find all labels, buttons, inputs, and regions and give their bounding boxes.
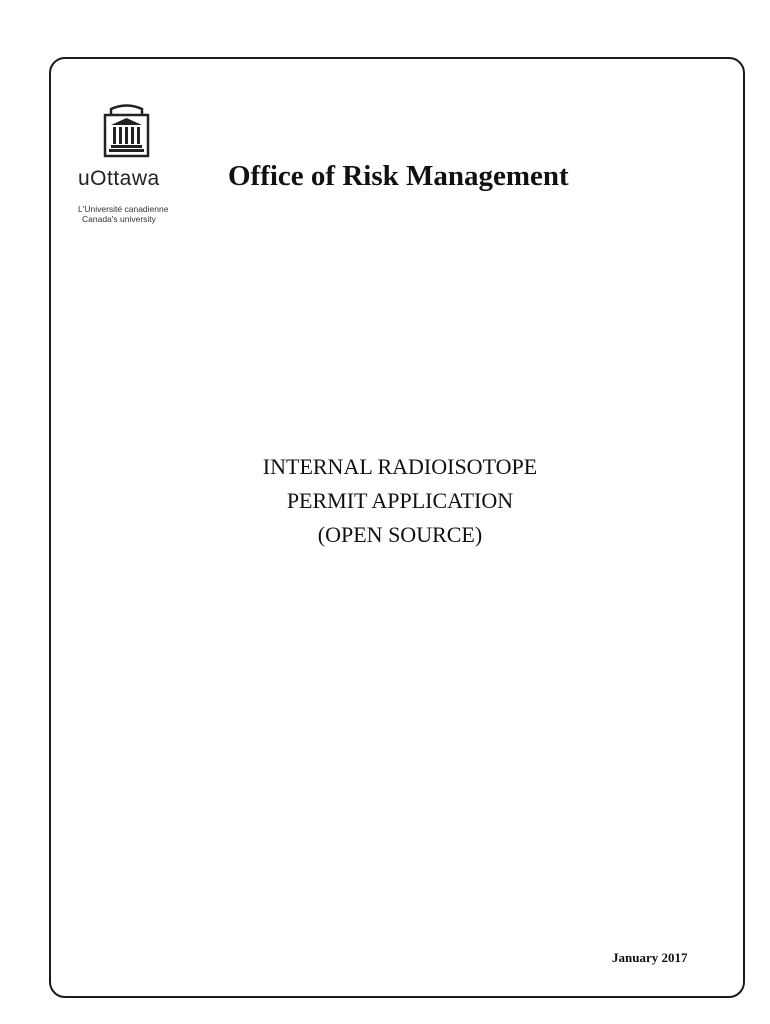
- university-building-icon: [103, 103, 150, 158]
- logo-wordmark: uOttawa: [78, 167, 160, 190]
- logo-tagline-french: L'Université canadienne: [78, 204, 169, 214]
- document-title-line-3: (OPEN SOURCE): [317, 522, 483, 547]
- office-title: Office of Risk Management: [228, 160, 569, 192]
- uottawa-logo: [76, 103, 201, 224]
- document-date: January 2017: [612, 950, 688, 965]
- document-title-line-2: PERMIT APPLICATION: [286, 488, 514, 513]
- document-title-line-1: INTERNAL RADIOISOTOPE: [262, 454, 538, 479]
- document-title: [200, 450, 600, 552]
- logo-tagline-english: Canada's university: [82, 214, 156, 224]
